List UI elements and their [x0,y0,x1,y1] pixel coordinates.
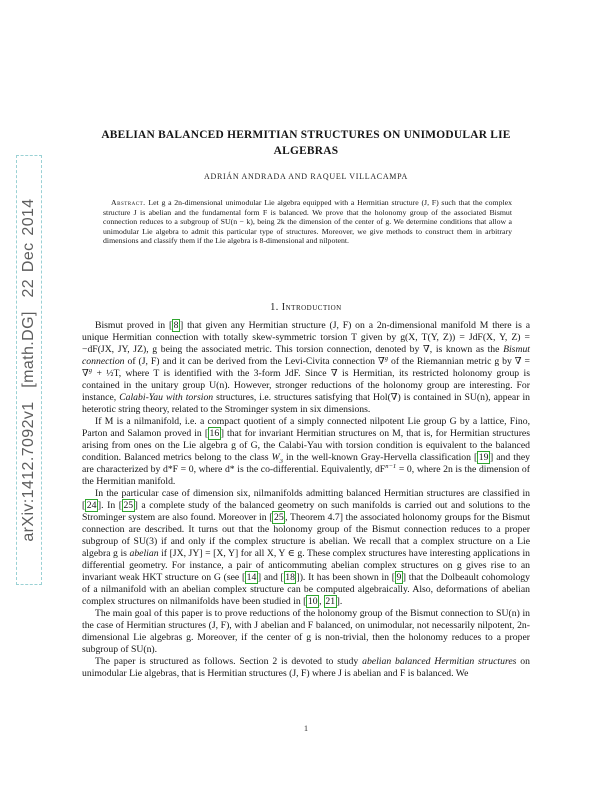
text-run: of the Riemannian metric g by ∇ = ∇ [82,355,531,379]
text-run: ] and they are characterized by d*F = 0, where d* is the co-differential. Equivalently, dF [82,451,530,475]
section-heading-introduction: 1. Introduction [270,301,342,313]
text-run: The main goal of this paper is to prove reductions of the holonomy group of the Bismut connection to SU(n) in the case of Hermitian structures (J, F), with J abelian and F balanced, on unimodular, not necessarily nilpotent, 2n-dimensional Lie algebras g. Moreover, if the center of g is non-trivial, then the holonomy reduces to a proper subgroup of SU(n). [82,607,530,655]
text-run: ] that for invariant Hermitian structures on M, that is, for Hermitian structures arising from ones on the Lie algebra g of G, the Calabi-Yau with torsion condition is equivalent to the balanced condition. Balanced metrics belong to the class [82,427,530,463]
text-run: abelian [129,547,159,559]
paper-title: ABELIAN BALANCED HERMITIAN STRUCTURES ON UNIMODULAR LIE ALGEBRAS [101,129,511,157]
text-run: , [319,595,324,607]
paper-content [82,127,530,680]
text-run: on unimodular Lie algebras, that is Hermitian structures (J, F) where J is abelian and F is balanced. We [82,655,530,679]
text-run: ] a complete study of the balanced geometry on such manifolds is carried out and solutions to the Strominger system are also found. Moreover in [ [82,499,530,523]
text-run: ]. [336,595,343,607]
citation-link[interactable]: 21 [325,595,336,607]
text-run: The paper is structured as follows. Section 2 is devoted to study [95,655,363,667]
text-run: ] and [ [257,571,284,583]
citation-link[interactable]: 8 [173,319,179,331]
text-run: ]. In [ [97,499,122,511]
citation-link[interactable]: 19 [478,451,489,463]
citation-link[interactable]: 16 [209,427,220,439]
citation-link[interactable]: 24 [86,499,97,511]
citation-link[interactable]: 18 [285,571,295,583]
text-run: of (J, F) and it can be derived from the Levi-Civita connection ∇ [124,355,385,367]
intro-paragraph-4 [82,608,530,656]
text-run: g [88,366,93,374]
text-run: W [271,451,280,463]
text-run: 3 [279,457,283,465]
abstract-text: Let g a 2n-dimensional unimodular Lie algebra equipped with a Hermitian structure (J, F) such that the complex structure J is abelian and the fundamental form F is balanced. We prove that the holonomy group of the associated Bismut connection reduces to a subgroup of SU(n − k), being 2k the dimension of the center of g. We determine conditions that allow a unimodular Lie algebra to admit this particular type of structures. Moreover, we give methods to construct them in arbitrary dimensions and classify them if the Lie algebra is 8-dimensional and nilpotent. [103,198,512,246]
text-run: , Theorem 4.7] the associated holonomy groups for the Bismut connection are described. It turns out that the holonomy group of the Bismut connection reduces to a proper subgroup of SU(3) if and only if the complex structure is abelian. We recall that a complex structure on a Lie algebra g is [82,511,530,559]
intro-paragraph-1 [82,320,530,416]
text-run: Bismut proved in [ [95,319,173,331]
text-run: = 0, where 2n is the dimension of the Hermitian manifold. [82,463,531,487]
citation-link[interactable]: 25 [123,499,134,511]
arxiv-stamp-link[interactable]: arXiv:1412.7092v1 [math.DG] 22 Dec 2014 [16,155,42,585]
intro-paragraph-2 [82,416,530,488]
citation-link[interactable]: 10 [307,595,318,607]
text-run: ] that the Dolbeault cohomology of a nilmanifold with an abelian complex structure can be computed algebraically. Also, deformations of abelian complex structures on nilmanifolds have been studied in [ [82,571,530,607]
text-run: If M is a nilmanifold, i.e. a compact quotient of a simply connected nilpotent Lie group G by a lattice, Fino, Parton and Salamon proved in [ [82,415,530,439]
text-run: ] that given any Hermitian structure (J, F) on a 2n-dimensional manifold M there is a unique Hermitian connection with totally skew-symmetric torsion T given by g(X, T(Y, Z)) = JdF(X, Y, Z) = −dF(JX, JY, JZ), g being the associated metric. This torsion connection, denoted by ∇, is known as the [82,319,530,355]
text-run: g [384,354,389,362]
text-run: if [JX, JY] = [X, Y] for all X, Y ∈ g. These complex structures have interesting applications in differential geometry. For instance, a pair of anticommuting abelian complex structures on g gives rise to an invariant weak HKT structure on G (see [ [82,547,531,583]
text-run: + ½T, where T is identified with the 3-form JdF. Since ∇ is Hermitian, its restricted holonomy group is contained in the unitary group U(n). However, stronger reductions of the holonomy group are interesting. For instance, [82,367,530,403]
text-run: n−1 [385,462,397,470]
citation-link[interactable]: 14 [246,571,257,583]
citation-link[interactable]: 25 [273,511,284,523]
introduction-body [82,320,530,680]
abstract [103,198,512,246]
text-run: In the particular case of dimension six, nilmanifolds admitting balanced Hermitian structures are classified in [ [82,487,530,511]
abstract-label: Abstract. [111,198,146,207]
text-run: abelian balanced Hermitian structures [362,655,517,667]
intro-paragraph-5 [82,656,530,680]
text-run: ]). It has been shown in [ [296,571,395,583]
text-run: structures, i.e. structures satisfying that Hol(∇) is contained in SU(n), appear in heterotic string theory, related to the Strominger system in six dimensions. [82,391,530,415]
citation-link[interactable]: 9 [396,571,402,583]
page-number: 1 [303,723,309,733]
text-run: Calabi-Yau with torsion [119,391,214,403]
text-run: in the well-known Gray-Hervella classification [ [282,451,478,463]
text-run: Bismut connection [82,343,530,367]
paper-authors: ADRIÁN ANDRADA AND RAQUEL VILLACAMPA [203,172,409,181]
intro-paragraph-3 [82,488,530,608]
